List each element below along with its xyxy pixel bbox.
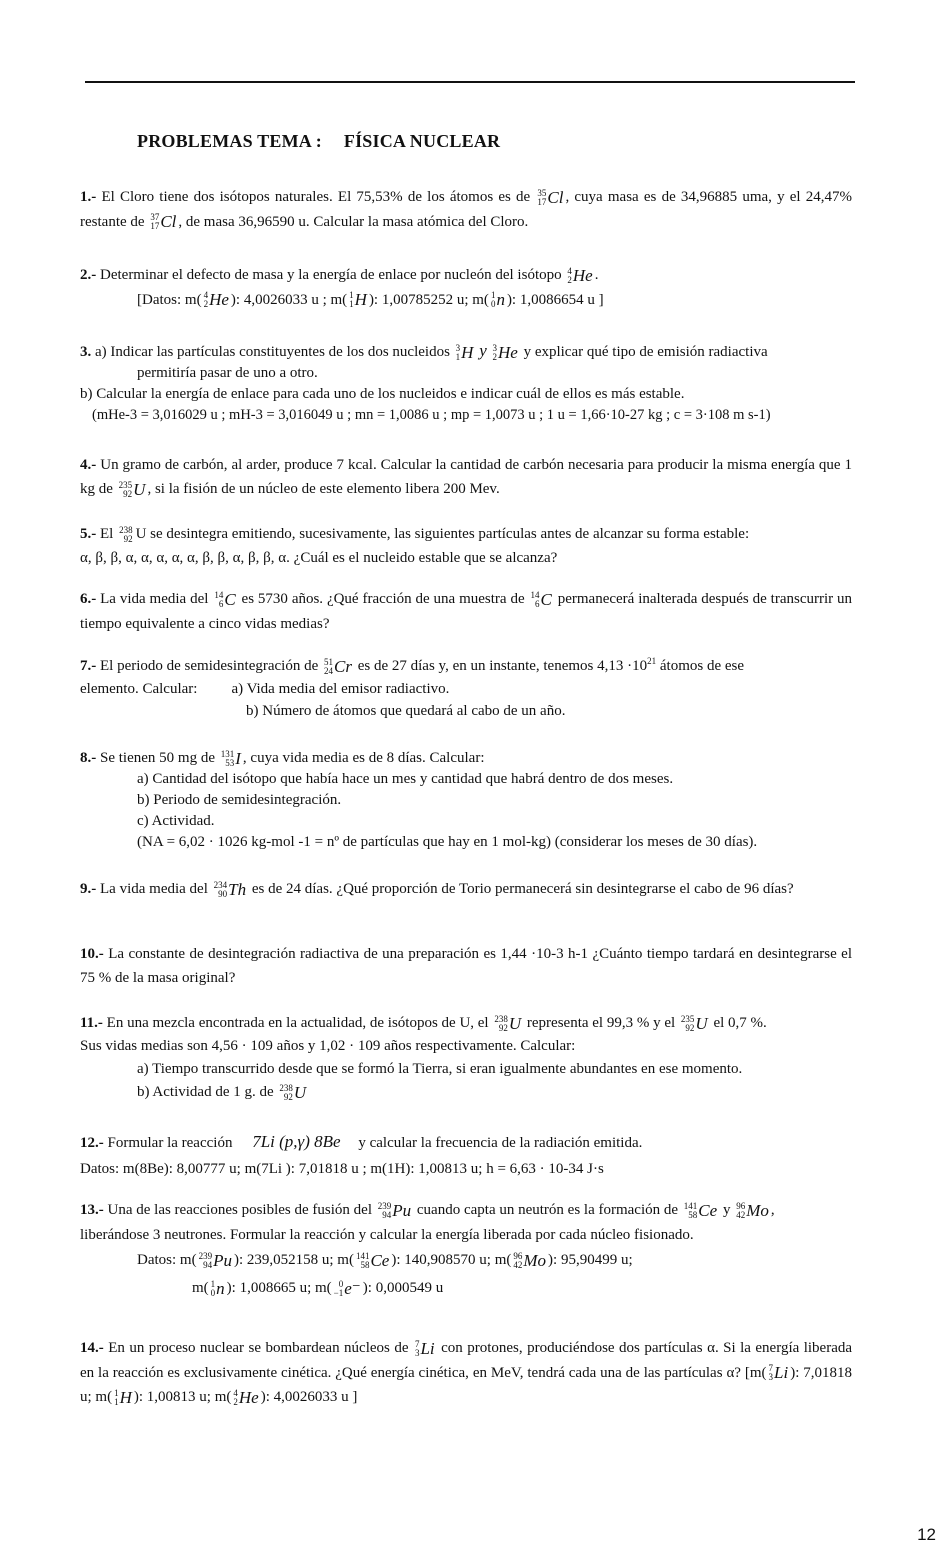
- problem-10: 10.- La constante de desintegración radiactiva de una preparación es 1,44 ·10-3 h-1 ¿Cuánto tiempo tardará en desintegrarse el 75 % de la masa original?: [80, 946, 852, 986]
- nuclide-cl35: 35 17 Cl: [537, 187, 564, 207]
- problem-3: 3. a) Indicar las partículas constituyentes de los dos nucleidos 3 1 H y 3 2 He y explicar qué tipo de emisión radiactiva permitiría pasar de uno a otro. b) Calcular la energía de enlace para cada uno de los nucleidos e indicar cuál de ellos es más estable. (mHe-3 = 3,016029 u ; mH-3 = 3,016049 u ; mn = 1,0086 u ; mp = 1,0073 u ; 1 u = 1,66·10-27 kg ; c = 3·108 m s-1): [80, 341, 771, 424]
- problem-6: 6.- La vida media del 14 6 C es 5730 años. ¿Qué fracción de una muestra de 14 6 C permanecerá inalterada después de transcurrir un tiempo equivalente a cinco vidas medias?: [80, 589, 853, 632]
- problem-4: 4.- Un gramo de carbón, al arder, produce 7 kcal. Calcular la cantidad de carbón necesaria para producir la misma energía que 1 kg de 235 92 U , si la fisión de un núcleo de este elemento libera 200 Mev.: [80, 457, 853, 499]
- problem-5: 5.- El 238 92 U se desintegra emitiendo, sucesivamente, las siguientes partículas antes de alcanzar su forma estable: α, β, β, α, α, α, α, α, β, β, α, β, β, α. ¿Cuál es el nucleido estable que se alcanza?: [80, 524, 750, 566]
- top-rule: [85, 81, 855, 83]
- problem-12: 12.- Formular la reacción 7Li (p,γ) 8Be y calcular la frecuencia de la radiación emitida. Datos: m(8Be): 8,00777 u; m(7Li ): 7,01818 u ; m(1H): 1,00813 u; h = 6,63 · 10-34 J·s: [80, 1132, 643, 1177]
- problem-7: 7.- El periodo de semidesintegración de 51 24 Cr es de 27 días y, en un instante, tenemos $4,13 \cdot 10^{21}$ átomos de ese elemento. Calcular: a) Vida media del emisor radiactivo. b) Número de átomos que quedará al cabo de un año.: [80, 656, 745, 719]
- problem-13: 13.- Una de las reacciones posibles de fusión del 239 94 Pu cuando capta un neutrón es la formación de 141 58 Ce y 96 42 Mo , liberándose 3 neutrones. Formular la reacción y calcular la energía liberada por cada núcleo fisionado. Datos: m( 239 94 Pu ): 239,052158 u; m( 141 58 Ce ): 140,908570 u; m( 96 42 Mo ): 95,90499 u; m( 1 0 n ): 1,008665 u; m( 0 −1 e⁻ ): 0,000549 u: [80, 1200, 775, 1299]
- problem-14: 14.- En un proceso nuclear se bombardean núcleos de 7 3 Li con protones, produciéndose dos partículas α. Si la energía liberada en la reacción es exclusivamente cinética. ¿Qué energía cinética, en MeV, tendrá cada una de las partículas α? [m( 7 3 Li ): 7,01818 u; m( 1 1 H ): 1,00813 u; m( 4 2 He ): 4,0026033 u ]: [80, 1338, 853, 1407]
- page-number: 12: [917, 1525, 936, 1544]
- nuclide-he4: 4 2 He: [567, 265, 593, 285]
- problem-1: 1.- El Cloro tiene dos isótopos naturales. El 75,53% de los átomos es de 35 17 Cl , cuya masa es de 34,96885 uma, y el 24,47% restante de 37 17 Cl , de masa 36,96590 u. Calcular la masa atómica del Cloro.: [80, 185, 852, 234]
- problem-9: 9.- La vida media del 234 90 Th es de 24 días. ¿Qué proporción de Torio permanecerá sin desintegrarse el cabo de 96 días?: [80, 879, 794, 899]
- page-title: PROBLEMAS TEMA : FÍSICA NUCLEAR: [137, 131, 501, 151]
- problem-11: 11.- En una mezcla encontrada en la actualidad, de isótopos de U, el 238 92 U representa el 99,3 % y el 235 92 U el 0,7 %. Sus vidas medias son 4,56 · 109 años y 1,02 · 109 años respectivamente. Calcular: a) Tiempo transcurrido desde que se formó la Tierra, si eran igualmente abundantes en ese momento. b) Actividad de 1 g. de 238 92 U: [80, 1013, 767, 1103]
- nuclide-cl37: 37 17 Cl: [150, 212, 177, 232]
- problem-8: 8.- Se tienen 50 mg de 131 53 I , cuya vida media es de 8 días. Calcular: a) Cantidad del isótopo que había hace un mes y cantidad que habrá dentro de dos meses. b) Periodo de semidesintegración. c) Actividad. (NA = 6,02 · 1026 kg-mol -1 = nº de partículas que hay en 1 mol-kg) (considerar los meses de 30 días).: [80, 748, 758, 851]
- problem-2: 2.- Determinar el defecto de masa y la energía de enlace por nucleón del isótopo 4 2 He . [Datos: m( 4 2 He ): 4,0026033 u ; m( 1 1 H ): 1,00785252 u; m( 1 0 n ): 1,0086654 u ]: [80, 265, 604, 310]
